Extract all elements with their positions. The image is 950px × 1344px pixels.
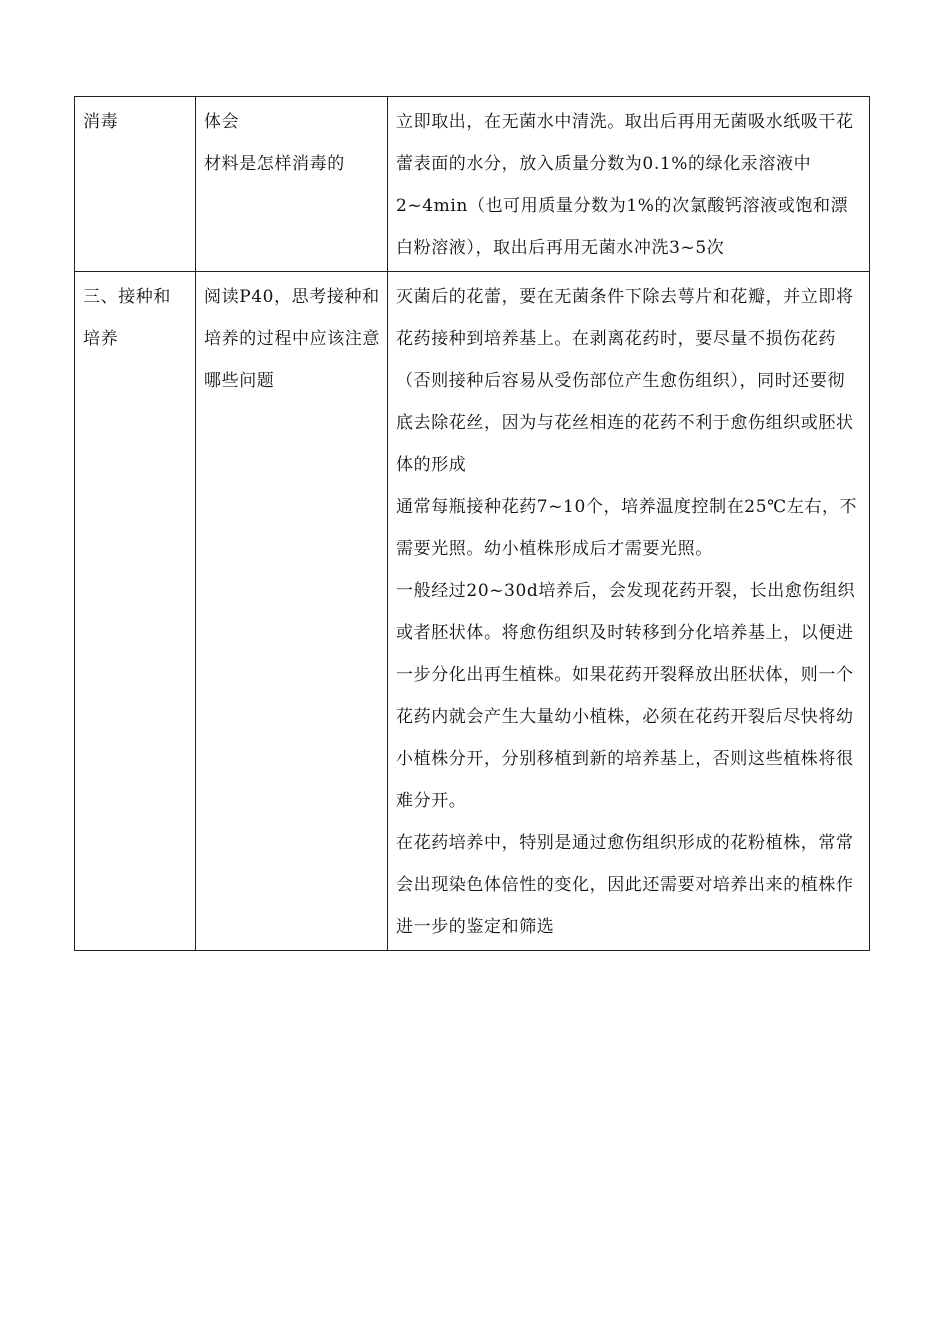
task-line: 材料是怎样消毒的 xyxy=(204,154,345,174)
content-paragraph: 立即取出，在无菌水中清洗。取出后再用无菌吸水纸吸干花蕾表面的水分，放入质量分数为0.1%的绿化汞溶液中2~4min（也可用质量分数为1%的次氯酸钙溶液或饱和漂白粉溶液），取出后再用无菌水冲洗3~5次 xyxy=(396,112,854,258)
step-label: 消毒 xyxy=(83,112,119,132)
content-cell xyxy=(388,272,870,951)
content-paragraph: 灭菌后的花蕾，要在无菌条件下除去萼片和花瓣，并立即将花药接种到培养基上。在剥离花药时，要尽量不损伤花药（否则接种后容易从受伤部位产生愈伤组织），同时还要彻底去除花丝，因为与花丝相连的花药不利于愈伤组织或胚状体的形成 xyxy=(396,287,854,475)
step-label: 三、接种和培养 xyxy=(83,287,171,349)
step-cell xyxy=(75,272,196,951)
content-paragraph: 通常每瓶接种花药7~10个，培养温度控制在25℃左右，不需要光照。幼小植株形成后才需要光照。 xyxy=(396,497,858,559)
content-paragraph: 一般经过20~30d培养后，会发现花药开裂，长出愈伤组织或者胚状体。将愈伤组织及时转移到分化培养基上，以便进一步分化出再生植株。如果花药开裂释放出胚状体，则一个花药内就会产生大量幼小植株，必须在花药开裂后尽快将幼小植株分开，分别移植到新的培养基上，否则这些植株将很难分开。 xyxy=(396,581,856,811)
procedure-table xyxy=(74,96,870,951)
task-cell xyxy=(196,272,388,951)
table-row xyxy=(75,272,870,951)
content-paragraph: 在花药培养中，特别是通过愈伤组织形成的花粉植株，常常会出现染色体倍性的变化，因此还需要对培养出来的植株作进一步的鉴定和筛选 xyxy=(396,833,854,937)
task-line: 体会 xyxy=(204,112,240,132)
content-cell xyxy=(388,97,870,272)
step-cell xyxy=(75,97,196,272)
task-cell xyxy=(196,97,388,272)
table-row xyxy=(75,97,870,272)
task-line: 阅读P40，思考接种和培养的过程中应该注意哪些问题 xyxy=(204,287,380,391)
